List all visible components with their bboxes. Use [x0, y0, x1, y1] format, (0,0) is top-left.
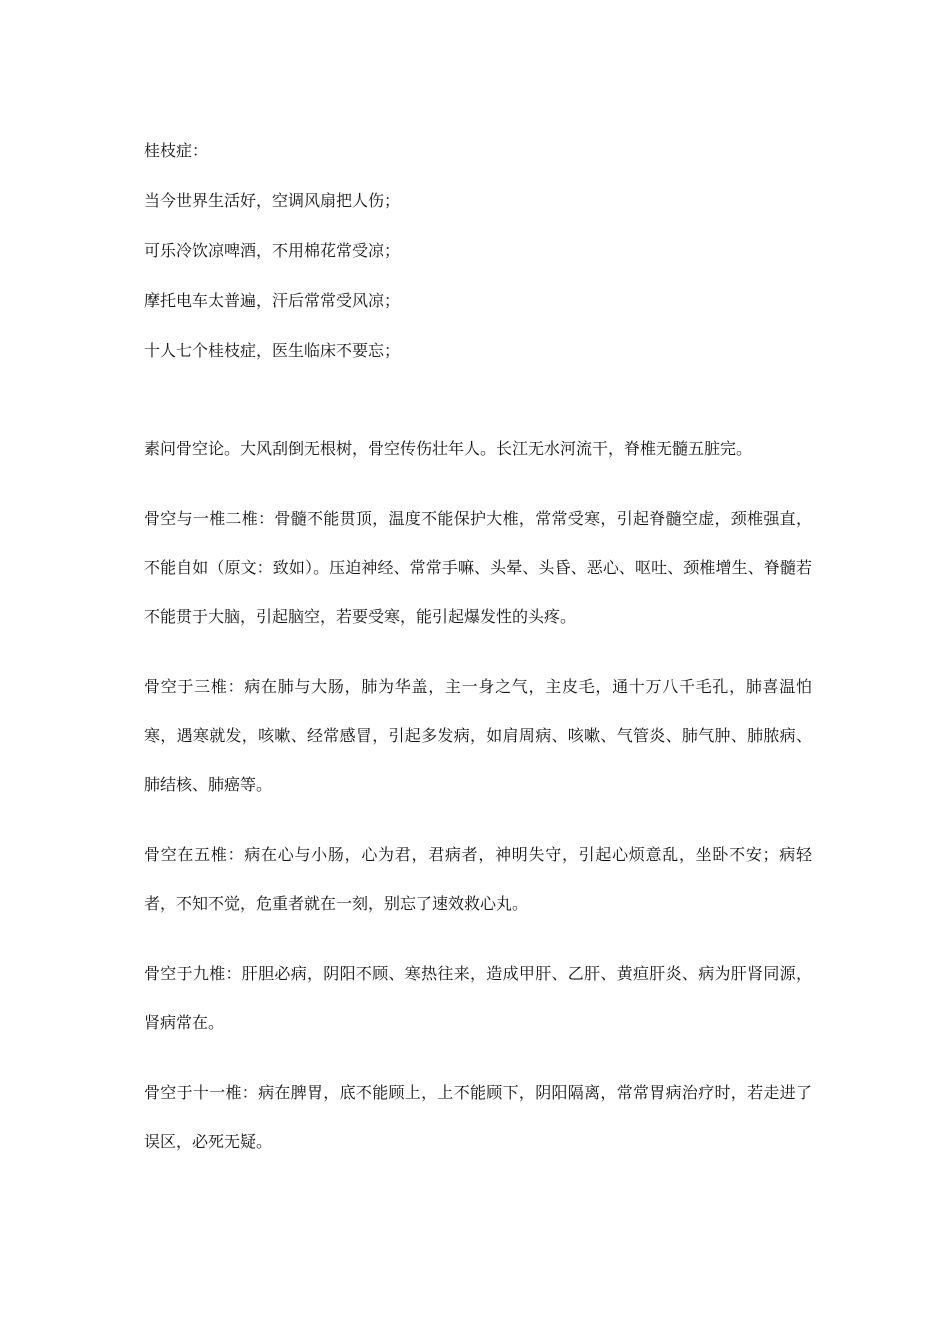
paragraph-vertebra-3: 骨空于三椎：病在肺与大肠，肺为华盖，主一身之气，主皮毛，通十万八千毛孔，肺喜温怕寒，遇寒就发，咳嗽、经常感冒，引起多发病，如肩周病、咳嗽、气管炎、肺气肿、肺脓病、肺结核、肺癌等。 — [144, 677, 812, 794]
section-spacer — [144, 376, 812, 424]
paragraph-vertebra-11: 骨空于十一椎：病在脾胃，底不能顾上，上不能顾下，阴阳隔离，常常胃病治疗时，若走进了误区，必死无疑。 — [144, 1083, 812, 1151]
paragraph-vertebra-9: 骨空于九椎：肝胆必病，阴阳不顾、寒热往来，造成甲肝、乙肝、黄疸肝炎、病为肝肾同源，肾病常在。 — [144, 964, 812, 1032]
paragraph-intro: 素问骨空论。大风刮倒无根树，骨空传伤壮年人。长江无水河流干，脊椎无髓五脏完。 — [144, 439, 753, 458]
document-body — [144, 126, 812, 1187]
verse-line-4: 十人七个桂枝症，医生临床不要忘； — [144, 341, 401, 360]
paragraph-vertebra-1-2: 骨空与一椎二椎：骨髓不能贯顶，温度不能保护大椎，常常受寒，引起脊髓空虚，颈椎强直，不能自如（原文：致如）。压迫神经、常常手嘛、头晕、头昏、恶心、呕吐、颈椎增生、脊髓若不能贯于大脑，引起脑空，若要受寒，能引起爆发性的头疼。 — [144, 509, 812, 626]
paragraph-vertebra-5: 骨空在五椎：病在心与小肠，心为君，君病者，神明失守，引起心烦意乱，坐卧不安；病轻者，不知不觉，危重者就在一刻，别忘了速效救心丸。 — [144, 845, 812, 913]
verse-title: 桂枝症： — [144, 141, 209, 160]
verse-block — [144, 126, 812, 376]
verse-line-2: 可乐冷饮凉啤酒，不用棉花常受凉； — [144, 241, 401, 260]
verse-line-1: 当今世界生活好，空调风扇把人伤； — [144, 191, 401, 210]
verse-line-3: 摩托电车太普遍，汗后常常受风凉； — [144, 291, 401, 310]
